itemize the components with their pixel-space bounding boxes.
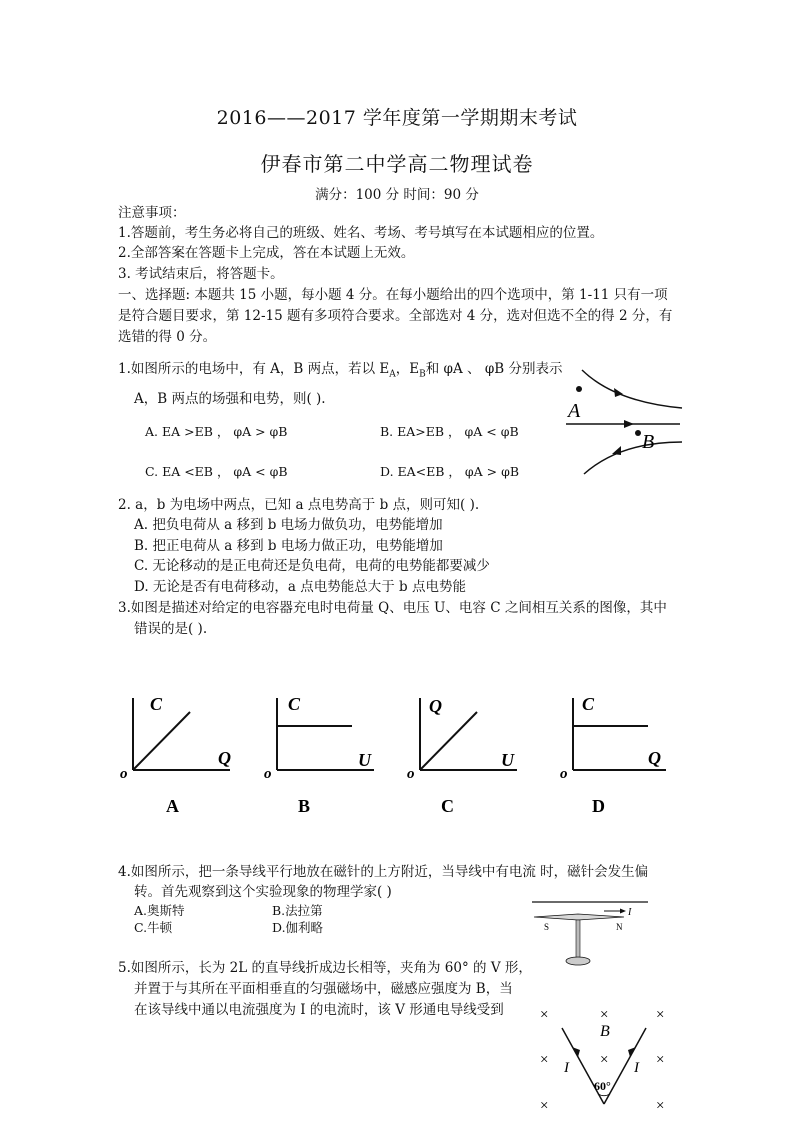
- origin-label: o: [407, 766, 415, 782]
- current-arrow-head: [620, 909, 626, 914]
- needle-stand: [576, 920, 580, 958]
- graph-caption: A: [166, 796, 179, 816]
- svg-text:×: ×: [656, 1098, 665, 1114]
- q5-magnetic-field-figure: [532, 1002, 682, 1120]
- q2-option-a: A. 把负电荷从 a 移到 b 电场力做负功，电势能增加: [134, 517, 443, 533]
- q3-graph-a: [118, 690, 248, 820]
- x-axis-label: Q: [218, 748, 231, 768]
- q1-stem-line-1: 1.如图所示的电场中，有 A，B 两点，若以 $E_A$，$E_B$和 φA 、 φB 分别表示: [118, 361, 563, 380]
- q2-option-b: B. 把正电荷从 a 移到 b 电场力做正功，电势能增加: [134, 538, 443, 554]
- q5-line-2: 并置于与其所在平面相垂直的匀强磁场中，磁感应强度为 B，当: [134, 981, 513, 997]
- arrow-middle: [624, 420, 634, 428]
- origin-label: o: [560, 766, 568, 782]
- q1-option-a: A. EA >EB ， φA > φB: [145, 424, 288, 439]
- y-axis-label: C: [288, 694, 301, 714]
- q1-option-d: D. EA<EB ， φA > φB: [380, 464, 520, 479]
- point-a-dot: [576, 386, 582, 392]
- y-axis-label: Q: [429, 696, 442, 716]
- q1-field-figure: [560, 362, 690, 482]
- current-label: I: [628, 907, 632, 918]
- graph-line: [133, 712, 190, 770]
- q2-stem: 2. a，b 为电场中两点，已知 a 点电势高于 b 点，则可知( ).: [118, 497, 480, 513]
- current-arrow-left: [572, 1047, 580, 1057]
- notice-item-3: 3. 考试结束后，将答题卡。: [118, 266, 284, 282]
- q1-option-c: C. EA <EB ， φA < φB: [145, 464, 288, 479]
- q3-stem-line-1: 3.如图是描述对给定的电容器充电时电荷量 Q、电压 U、电容 C 之间相互关系的图像，其中: [118, 600, 667, 616]
- field-line-top: [582, 370, 682, 408]
- exam-subtitle: 伊春市第二中学高二物理试卷: [260, 152, 534, 176]
- graph-caption: B: [298, 796, 311, 816]
- field-b-label: B: [600, 1023, 610, 1040]
- q1-stem-line-2: A，B 两点的场强和电势，则( ).: [134, 391, 326, 407]
- arrow-bottom: [612, 446, 621, 455]
- current-label-right: I: [634, 1060, 639, 1076]
- graph-caption: D: [592, 796, 605, 816]
- graph-line: [420, 712, 477, 770]
- notice-item-1: 1.答题前，考生务必将自己的班级、姓名、考场、考号填写在本试题相应的位置。: [118, 225, 604, 241]
- svg-text:×: ×: [600, 1007, 609, 1023]
- q3-graph-c: [405, 690, 535, 820]
- south-pole-label: S: [544, 922, 550, 932]
- notice-item-2: 2.全部答案在答题卡上完成，答在本试题上无效。: [118, 245, 415, 261]
- angle-arc: [598, 1094, 610, 1096]
- q3-graph-d: [558, 690, 688, 820]
- section1-line-2: 是符合题目要求，第 12-15 题有多项符合要求。全部选对 4 分，选对但选不全的得 2 分，有: [118, 308, 673, 324]
- origin-label: o: [120, 766, 128, 782]
- svg-text:×: ×: [540, 1052, 549, 1068]
- field-line-bottom: [584, 442, 682, 474]
- north-pole-label: N: [616, 922, 623, 932]
- point-a-label: A: [568, 400, 581, 422]
- q5-line-3: 在该导线中通以电流强度为 I 的电流时，该 V 形通电导线受到: [134, 1002, 504, 1018]
- origin-label: o: [264, 766, 272, 782]
- q4-option-b: B.法拉第: [272, 903, 323, 918]
- point-b-label: B: [642, 431, 655, 453]
- q4-option-d: D.伽利略: [272, 920, 324, 935]
- svg-text:×: ×: [656, 1052, 665, 1068]
- section1-line-3: 选错的得 0 分。: [118, 329, 217, 345]
- x-axis-label: Q: [648, 748, 661, 768]
- point-b-dot: [635, 430, 641, 436]
- angle-label: 60°: [594, 1079, 611, 1093]
- q4-stem-line-2: 转。首先观察到这个实验现象的物理学家( ): [134, 884, 392, 900]
- magnetic-needle: [534, 914, 624, 920]
- q1-option-b: B. EA>EB ， φA < φB: [380, 424, 519, 439]
- exam-title: 2016——2017 学年度第一学期期末考试: [216, 107, 578, 129]
- section1-line-1: 一、选择题: 本题共 15 小题，每小题 4 分。在每小题给出的四个选项中，第 1-11 只有一项: [118, 287, 668, 303]
- x-axis-label: U: [501, 750, 514, 770]
- q4-option-c: C.牛顿: [134, 920, 173, 935]
- current-label-left: I: [564, 1060, 569, 1076]
- arrow-top: [614, 388, 623, 397]
- exam-meta: 满分：100 分 时间：90 分: [315, 187, 479, 203]
- q2-option-c: C. 无论移动的是正电荷还是负电荷，电荷的电势能都要减少: [134, 558, 490, 574]
- y-axis-label: C: [582, 694, 595, 714]
- q4-stem-line-1: 4.如图所示，把一条导线平行地放在磁针的上方附近，当导线中有电流 时，磁针会发生偏: [118, 864, 649, 880]
- current-arrow-right: [628, 1047, 636, 1057]
- q2-option-d: D. 无论是否有电荷移动，a 点电势能总大于 b 点电势能: [134, 579, 466, 595]
- graph-caption: C: [441, 796, 454, 816]
- stand-base: [566, 957, 590, 965]
- q3-stem-line-2: 错误的是( ).: [134, 621, 208, 637]
- svg-text:×: ×: [540, 1007, 549, 1023]
- q4-compass-figure: [528, 896, 658, 972]
- q5-line-1: 5.如图所示，长为 2L 的直导线折成边长相等，夹角为 60° 的 V 形，: [118, 960, 532, 976]
- q3-graph-b: [262, 690, 392, 820]
- notice-heading: 注意事项：: [118, 205, 186, 221]
- y-axis-label: C: [150, 694, 163, 714]
- svg-text:×: ×: [656, 1007, 665, 1023]
- svg-text:×: ×: [600, 1052, 609, 1068]
- svg-text:×: ×: [540, 1098, 549, 1114]
- x-axis-label: U: [358, 750, 371, 770]
- q4-option-a: A.奥斯特: [134, 903, 185, 918]
